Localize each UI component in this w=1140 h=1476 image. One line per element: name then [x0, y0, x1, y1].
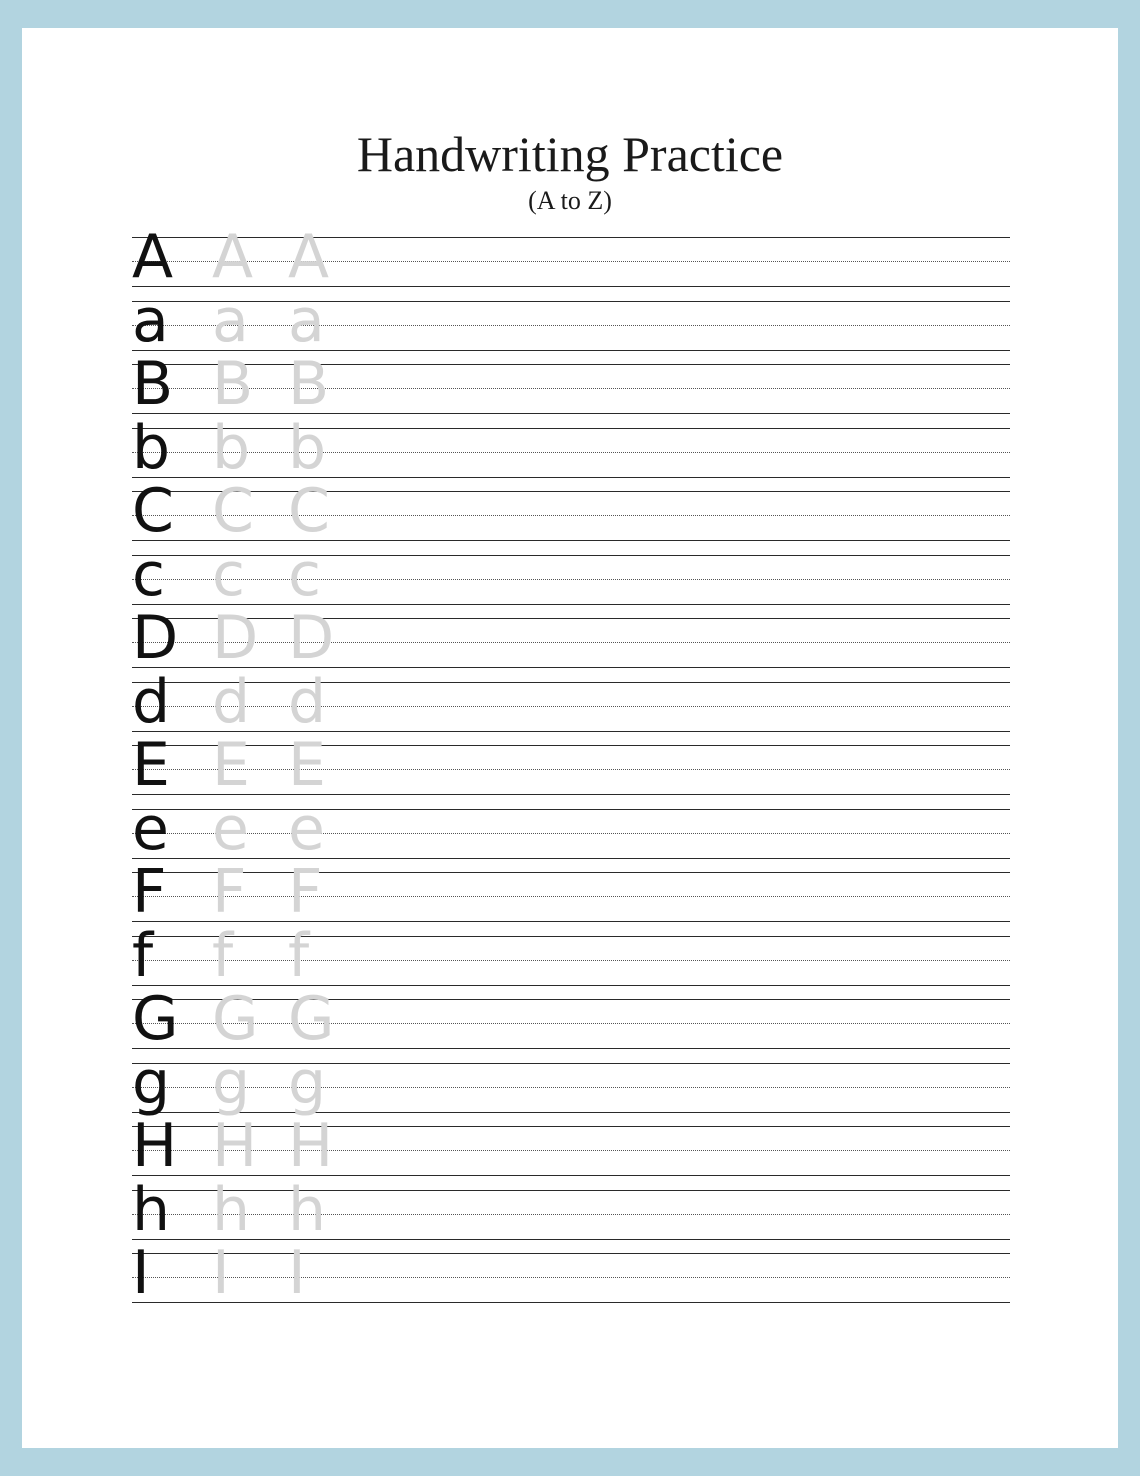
trace-letter: b — [288, 412, 327, 483]
trace-letter: h — [288, 1174, 327, 1245]
baseline — [132, 477, 1010, 478]
trace-letter: a — [212, 285, 249, 356]
trace-letter: e — [212, 793, 249, 864]
practice-row — [132, 1111, 1010, 1181]
model-letter: C — [132, 476, 174, 546]
top-line — [132, 555, 1010, 556]
baseline — [132, 350, 1010, 351]
top-line — [132, 1063, 1010, 1064]
dotted-midline — [132, 1023, 1010, 1024]
trace-letter: I — [212, 1238, 230, 1308]
practice-row — [132, 349, 1010, 419]
practice-row — [132, 730, 1010, 800]
model-letter: B — [132, 349, 174, 419]
trace-letter: a — [288, 285, 325, 356]
model-letter: F — [132, 857, 167, 927]
model-letter: f — [132, 920, 154, 991]
trace-letter: E — [212, 730, 250, 800]
worksheet-page — [22, 28, 1118, 1448]
practice-row — [132, 476, 1010, 546]
trace-letter: F — [212, 857, 247, 927]
trace-letter: e — [288, 793, 325, 864]
practice-row — [132, 539, 1010, 610]
model-letter: H — [132, 1111, 178, 1181]
baseline — [132, 731, 1010, 732]
top-line — [132, 1253, 1010, 1254]
practice-row — [132, 1238, 1010, 1308]
trace-letter: H — [288, 1111, 334, 1181]
model-letter: h — [132, 1174, 171, 1245]
practice-row — [132, 222, 1010, 292]
trace-letter: G — [288, 984, 335, 1054]
trace-letter: b — [212, 412, 251, 483]
trace-letter: E — [288, 730, 326, 800]
top-line — [132, 745, 1010, 746]
trace-letter: f — [212, 920, 234, 991]
model-letter: e — [132, 793, 169, 864]
top-line — [132, 428, 1010, 429]
baseline — [132, 604, 1010, 605]
practice-row — [132, 857, 1010, 927]
dotted-midline — [132, 706, 1010, 707]
dotted-midline — [132, 1277, 1010, 1278]
dotted-midline — [132, 515, 1010, 516]
worksheet-subtitle: (A to Z) — [528, 186, 612, 215]
practice-row — [132, 793, 1010, 864]
baseline — [132, 858, 1010, 859]
trace-letter: c — [212, 539, 245, 610]
trace-letter: B — [212, 349, 254, 419]
top-line — [132, 999, 1010, 1000]
model-letter: E — [132, 730, 170, 800]
top-line — [132, 936, 1010, 937]
baseline — [132, 1175, 1010, 1176]
dotted-midline — [132, 642, 1010, 643]
model-letter: A — [132, 222, 174, 292]
trace-letter: d — [212, 666, 251, 737]
trace-letter: D — [212, 603, 259, 673]
dotted-midline — [132, 261, 1010, 262]
baseline — [132, 1302, 1010, 1303]
trace-letter: C — [212, 476, 254, 546]
baseline — [132, 794, 1010, 795]
model-letter: c — [132, 539, 165, 610]
practice-row — [132, 603, 1010, 673]
baseline — [132, 921, 1010, 922]
baseline — [132, 667, 1010, 668]
dotted-midline — [132, 769, 1010, 770]
dotted-midline — [132, 579, 1010, 580]
dotted-midline — [132, 833, 1010, 834]
trace-letter: A — [212, 222, 254, 292]
baseline — [132, 413, 1010, 414]
dotted-midline — [132, 960, 1010, 961]
baseline — [132, 1048, 1010, 1049]
dotted-midline — [132, 325, 1010, 326]
baseline — [132, 286, 1010, 287]
trace-letter: G — [212, 984, 259, 1054]
dotted-midline — [132, 452, 1010, 453]
top-line — [132, 364, 1010, 365]
model-letter: g — [132, 1047, 171, 1118]
baseline — [132, 1112, 1010, 1113]
model-letter: b — [132, 412, 171, 483]
trace-letter: B — [288, 349, 330, 419]
practice-row — [132, 920, 1010, 991]
top-line — [132, 1126, 1010, 1127]
top-line — [132, 618, 1010, 619]
practice-row — [132, 1174, 1010, 1245]
top-line — [132, 872, 1010, 873]
model-letter: G — [132, 984, 179, 1054]
dotted-midline — [132, 1214, 1010, 1215]
trace-letter: h — [212, 1174, 251, 1245]
trace-letter: C — [288, 476, 330, 546]
dotted-midline — [132, 1150, 1010, 1151]
practice-row — [132, 412, 1010, 483]
trace-letter: g — [212, 1047, 251, 1118]
top-line — [132, 682, 1010, 683]
trace-letter: D — [288, 603, 335, 673]
practice-row — [132, 1047, 1010, 1118]
top-line — [132, 1190, 1010, 1191]
trace-letter: H — [212, 1111, 258, 1181]
trace-letter: I — [288, 1238, 306, 1308]
trace-letter: g — [288, 1047, 327, 1118]
top-line — [132, 237, 1010, 238]
model-letter: a — [132, 285, 169, 356]
top-line — [132, 491, 1010, 492]
dotted-midline — [132, 1087, 1010, 1088]
top-line — [132, 301, 1010, 302]
trace-letter: d — [288, 666, 327, 737]
worksheet-title: Handwriting Practice — [356, 126, 784, 182]
practice-row — [132, 666, 1010, 737]
dotted-midline — [132, 896, 1010, 897]
practice-row — [132, 984, 1010, 1054]
model-letter: I — [132, 1238, 150, 1308]
trace-letter: A — [288, 222, 330, 292]
baseline — [132, 540, 1010, 541]
dotted-midline — [132, 388, 1010, 389]
top-line — [132, 809, 1010, 810]
trace-letter: f — [288, 920, 310, 991]
trace-letter: c — [288, 539, 321, 610]
model-letter: D — [132, 603, 179, 673]
baseline — [132, 1239, 1010, 1240]
model-letter: d — [132, 666, 171, 737]
practice-row — [132, 285, 1010, 356]
baseline — [132, 985, 1010, 986]
trace-letter: F — [288, 857, 323, 927]
